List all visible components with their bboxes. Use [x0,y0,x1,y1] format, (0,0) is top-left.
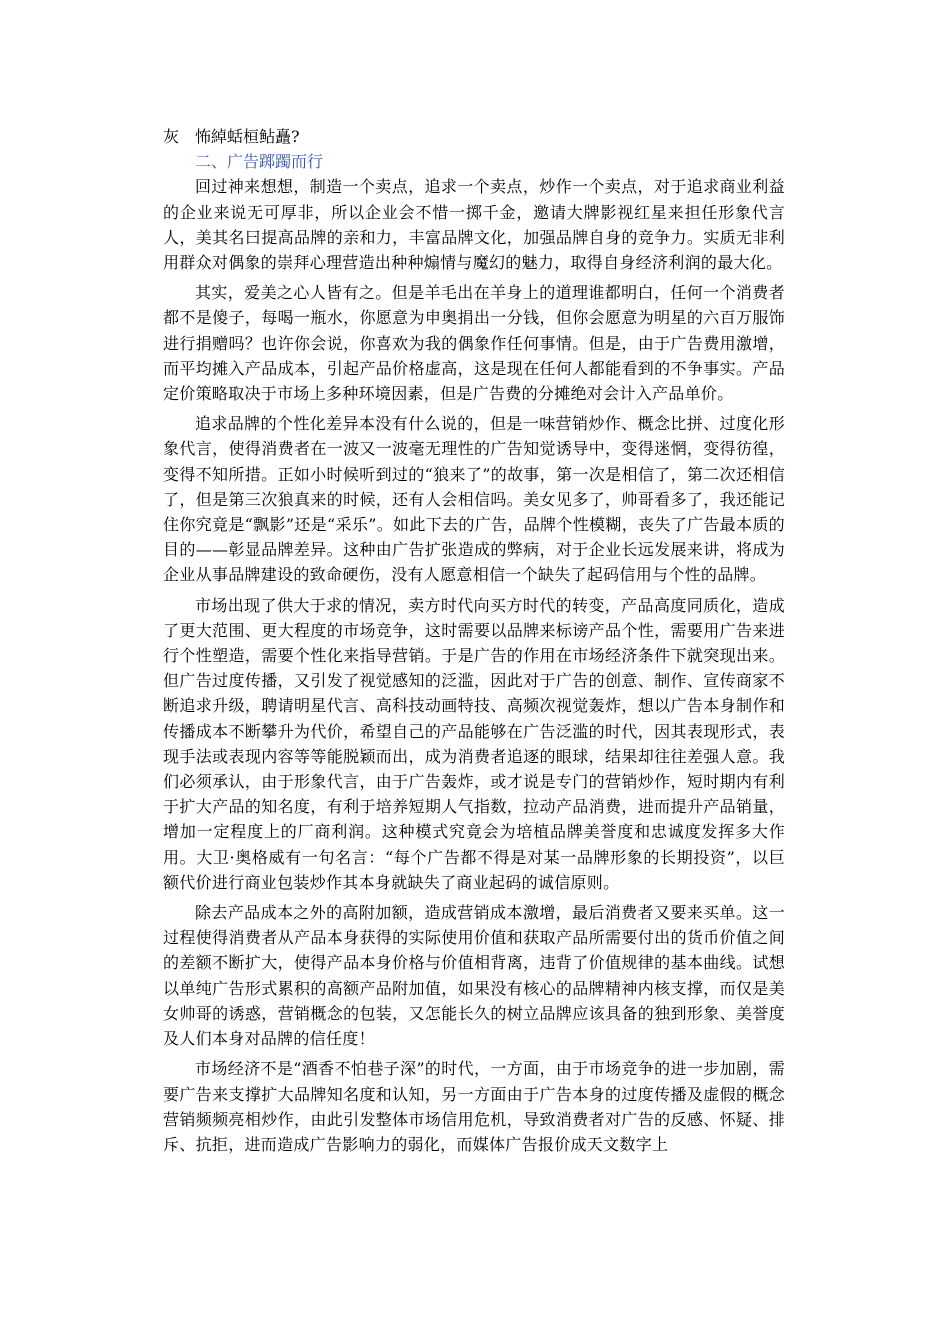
paragraph-4: 市场出现了供大于求的情况，卖方时代向买方时代的转变，产品高度同质化，造成了更大范围、更大程度的市场竞争，这时需要以品牌来标谤产品个性，需要用广告来进行个性塑造，需要个性化来指导营销。于是广告的作用在市场经济条件下就突现出来。但广告过度传播，又引发了视觉感知的泛滥，因此对于广告的创意、制作、宣传商家不断追求升级，聘请明星代言、高科技动画特技、高频次视觉轰炸，想以广告本身制作和传播成本不断攀升为代价，希望自己的产品能够在广告泛滥的时代，因其表现形式，表现手法或表现内容等等能脱颖而出，成为消费者追逐的眼球，结果却往往差强人意。我们必须承认，由于形象代言，由于广告轰炸，或才说是专门的营销炒作，短时期内有利于扩大产品的知名度，有利于培养短期人气指数，拉动产品消费，进而提升产品销量，增加一定程度上的厂商利润。这种模式究竟会为培植品牌美誉度和忠诚度发挥多大作用。大卫·奥格威有一句名言：“每个广告都不得是对某一品牌形象的长期投资”，以巨额代价进行商业包装炒作其本身就缺失了商业起码的诚信原则。 [163,595,785,892]
paragraph-2: 其实，爱美之心人皆有之。但是羊毛出在羊身上的道理谁都明白，任何一个消费者都不是傻子，每喝一瓶水，你愿意为申奥捐出一分钱，但你会愿意为明星的六百万服饰进行捐赠吗？也许你会说，你喜欢为我的偶象作任何事情。但是，由于广告费用激增，而平均摊入产品成本，引起产品价格虚高，这是现在任何人都能看到的不争事实。产品定价策略取决于市场上多种环境因素，但是广告费的分摊绝对会计入产品单价。 [163,283,785,404]
garbled-text: 怖綽蛞桓鲇矗? [195,127,300,146]
section-heading: 二、广告踯躅而行 [195,152,324,172]
paragraph-5: 除去产品成本之外的高附加额，造成营销成本激增，最后消费者又要来买单。这一过程使得消费者从产品本身获得的实际使用价值和获取产品所需要付出的货币价值之间的差额不断扩大，使得产品本身价格与价值相背离，违背了价值规律的基本曲线。试想以单纯广告形式累积的高额产品附加值，如果没有核心的品牌精神内核支撑，而仅是美女帅哥的诱惑，营销概念的包装，又怎能长久的树立品牌应该具备的独到形象、美誉度及人们本身对品牌的信任度！ [163,903,785,1049]
paragraph-1: 回过神来想想，制造一个卖点，追求一个卖点，炒作一个卖点，对于追求商业利益的企业来说无可厚非，所以企业会不惜一掷千金，邀请大牌影视红星来担任形象代言人，美其名曰提高品牌的亲和力，丰富品牌文化，加强品牌自身的竞争力。实质无非利用群众对偶象的崇拜心理营造出种种煽情与魔幻的魅力，取得自身经济利润的最大化。 [163,177,785,272]
garbled-glyph: 灰 [163,127,180,146]
paragraph-3: 追求品牌的个性化差异本没有什么说的，但是一味营销炒作、概念比拼、过度化形象代言，使得消费者在一波又一波毫无理性的广告知觉诱导中，变得迷惘，变得彷徨，变得不知所措。正如小时候听到过的“狼来了”的故事，第一次是相信了，第二次还相信了，但是第三次狼真来的时候，还有人会相信吗。美女见多了，帅哥看多了，我还能记住你究竟是“飘影”还是“采乐”。如此下去的广告，品牌个性模糊，丧失了广告最本质的目的——彰显品牌差异。这种由广告扩张造成的弊病，对于企业长远发展来讲，将成为企业从事品牌建设的致命硬伤，没有人愿意相信一个缺失了起码信用与个性的品牌。 [163,414,785,585]
paragraph-6: 市场经济不是“酒香不怕巷子深”的时代，一方面，由于市场竞争的进一步加剧，需要广告来支撑扩大品牌知名度和认知，另一方面由于广告本身的过度传播及虚假的概念营销频频亮相炒作，由此引发整体市场信用危机，导致消费者对广告的反感、怀疑、排斥、抗拒，进而造成广告影响力的弱化，而媒体广告报价成天文数字上 [163,1059,785,1154]
garbled-text-line [163,124,785,149]
document-page [163,124,785,1162]
